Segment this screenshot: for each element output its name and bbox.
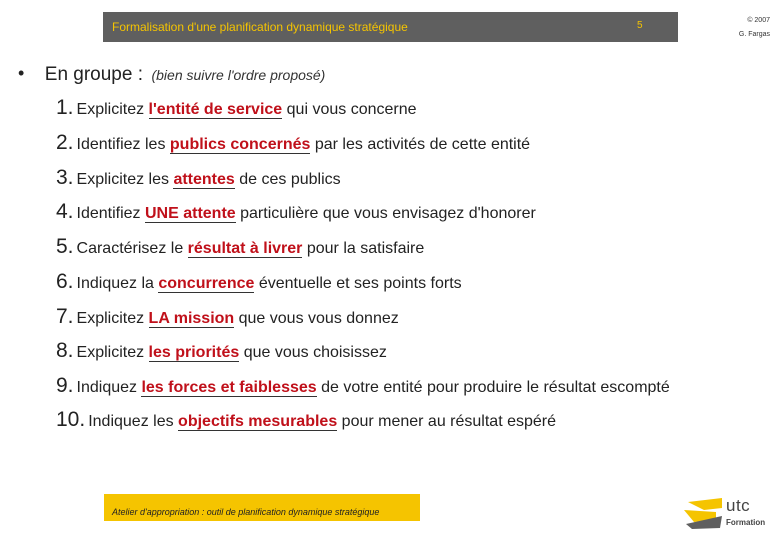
utc-logo <box>682 496 772 530</box>
list-item <box>56 374 670 398</box>
page-number: 5 <box>637 20 643 31</box>
footer-bar <box>104 494 420 521</box>
list-item <box>56 131 530 155</box>
item-highlight: publics concernés <box>169 136 311 153</box>
header-bar <box>103 12 678 42</box>
group-heading <box>18 63 325 86</box>
item-highlight: attentes <box>173 171 235 188</box>
item-text-post: qui vous concerne <box>282 101 417 118</box>
item-text-pre: Caractérisez le <box>76 240 188 257</box>
item-text-pre: Explicitez <box>76 344 149 361</box>
copyright-text: © 2007 <box>747 17 770 24</box>
group-label: En groupe : <box>44 64 144 85</box>
item-number: 1. <box>56 96 74 119</box>
list-item <box>56 270 462 294</box>
item-number: 7. <box>56 305 74 328</box>
item-number: 6. <box>56 270 74 293</box>
list-item <box>56 200 536 224</box>
item-text-post: pour mener au résultat espéré <box>337 413 557 430</box>
item-text-post: que vous vous donnez <box>234 310 399 327</box>
item-highlight: objectifs mesurables <box>178 413 338 430</box>
item-number: 2. <box>56 131 74 154</box>
item-text-pre: Indiquez la <box>76 275 159 292</box>
item-text-post: pour la satisfaire <box>302 240 425 257</box>
logo-sub: Formation <box>726 518 766 527</box>
utc-logo-mark <box>682 496 724 530</box>
copyright-block <box>739 14 770 42</box>
item-number: 5. <box>56 235 74 258</box>
item-highlight: LA mission <box>148 310 235 327</box>
footer-text: Atelier d'appropriation : outil de planification dynamique stratégique <box>112 507 380 517</box>
list-item <box>56 339 387 363</box>
list-item <box>56 166 341 190</box>
item-highlight: les forces et faiblesses <box>141 379 317 396</box>
group-note: (bien suivre l'ordre proposé) <box>151 67 326 83</box>
item-text-post: que vous choisissez <box>239 344 387 361</box>
item-text-pre: Indiquez <box>76 379 142 396</box>
item-number: 10. <box>56 408 86 431</box>
item-text-post: par les activités de cette entité <box>310 136 531 153</box>
list-item <box>56 408 556 432</box>
item-highlight: l'entité de service <box>148 101 283 118</box>
header-title: Formalisation d'une planification dynamique stratégique <box>112 20 408 34</box>
item-text-pre: Identifiez les <box>76 136 170 153</box>
item-text-pre: Indiquez les <box>88 413 179 430</box>
logo-word: utc <box>726 496 751 515</box>
item-text-pre: Explicitez les <box>76 171 174 188</box>
list-item <box>56 96 417 120</box>
item-text-post: de ces publics <box>234 171 341 188</box>
item-number: 9. <box>56 374 74 397</box>
list-item <box>56 235 424 259</box>
item-highlight: les priorités <box>148 344 240 361</box>
item-number: 4. <box>56 200 74 223</box>
item-text-post: de votre entité pour produire le résultat escompté <box>316 379 670 396</box>
item-number: 8. <box>56 339 74 362</box>
item-text-post: particulière que vous envisagez d'honorer <box>235 205 536 222</box>
item-highlight: concurrence <box>158 275 255 292</box>
item-text-pre: Explicitez <box>76 101 149 118</box>
bullet-icon: • <box>18 63 25 83</box>
author-text: G. Fargas <box>738 31 770 38</box>
list-item <box>56 305 399 329</box>
item-text-pre: Explicitez <box>76 310 149 327</box>
item-number: 3. <box>56 166 74 189</box>
item-text-pre: Identifiez <box>76 205 145 222</box>
item-highlight: résultat à livrer <box>187 240 303 257</box>
item-text-post: éventuelle et ses points forts <box>254 275 462 292</box>
item-highlight: UNE attente <box>145 205 236 222</box>
